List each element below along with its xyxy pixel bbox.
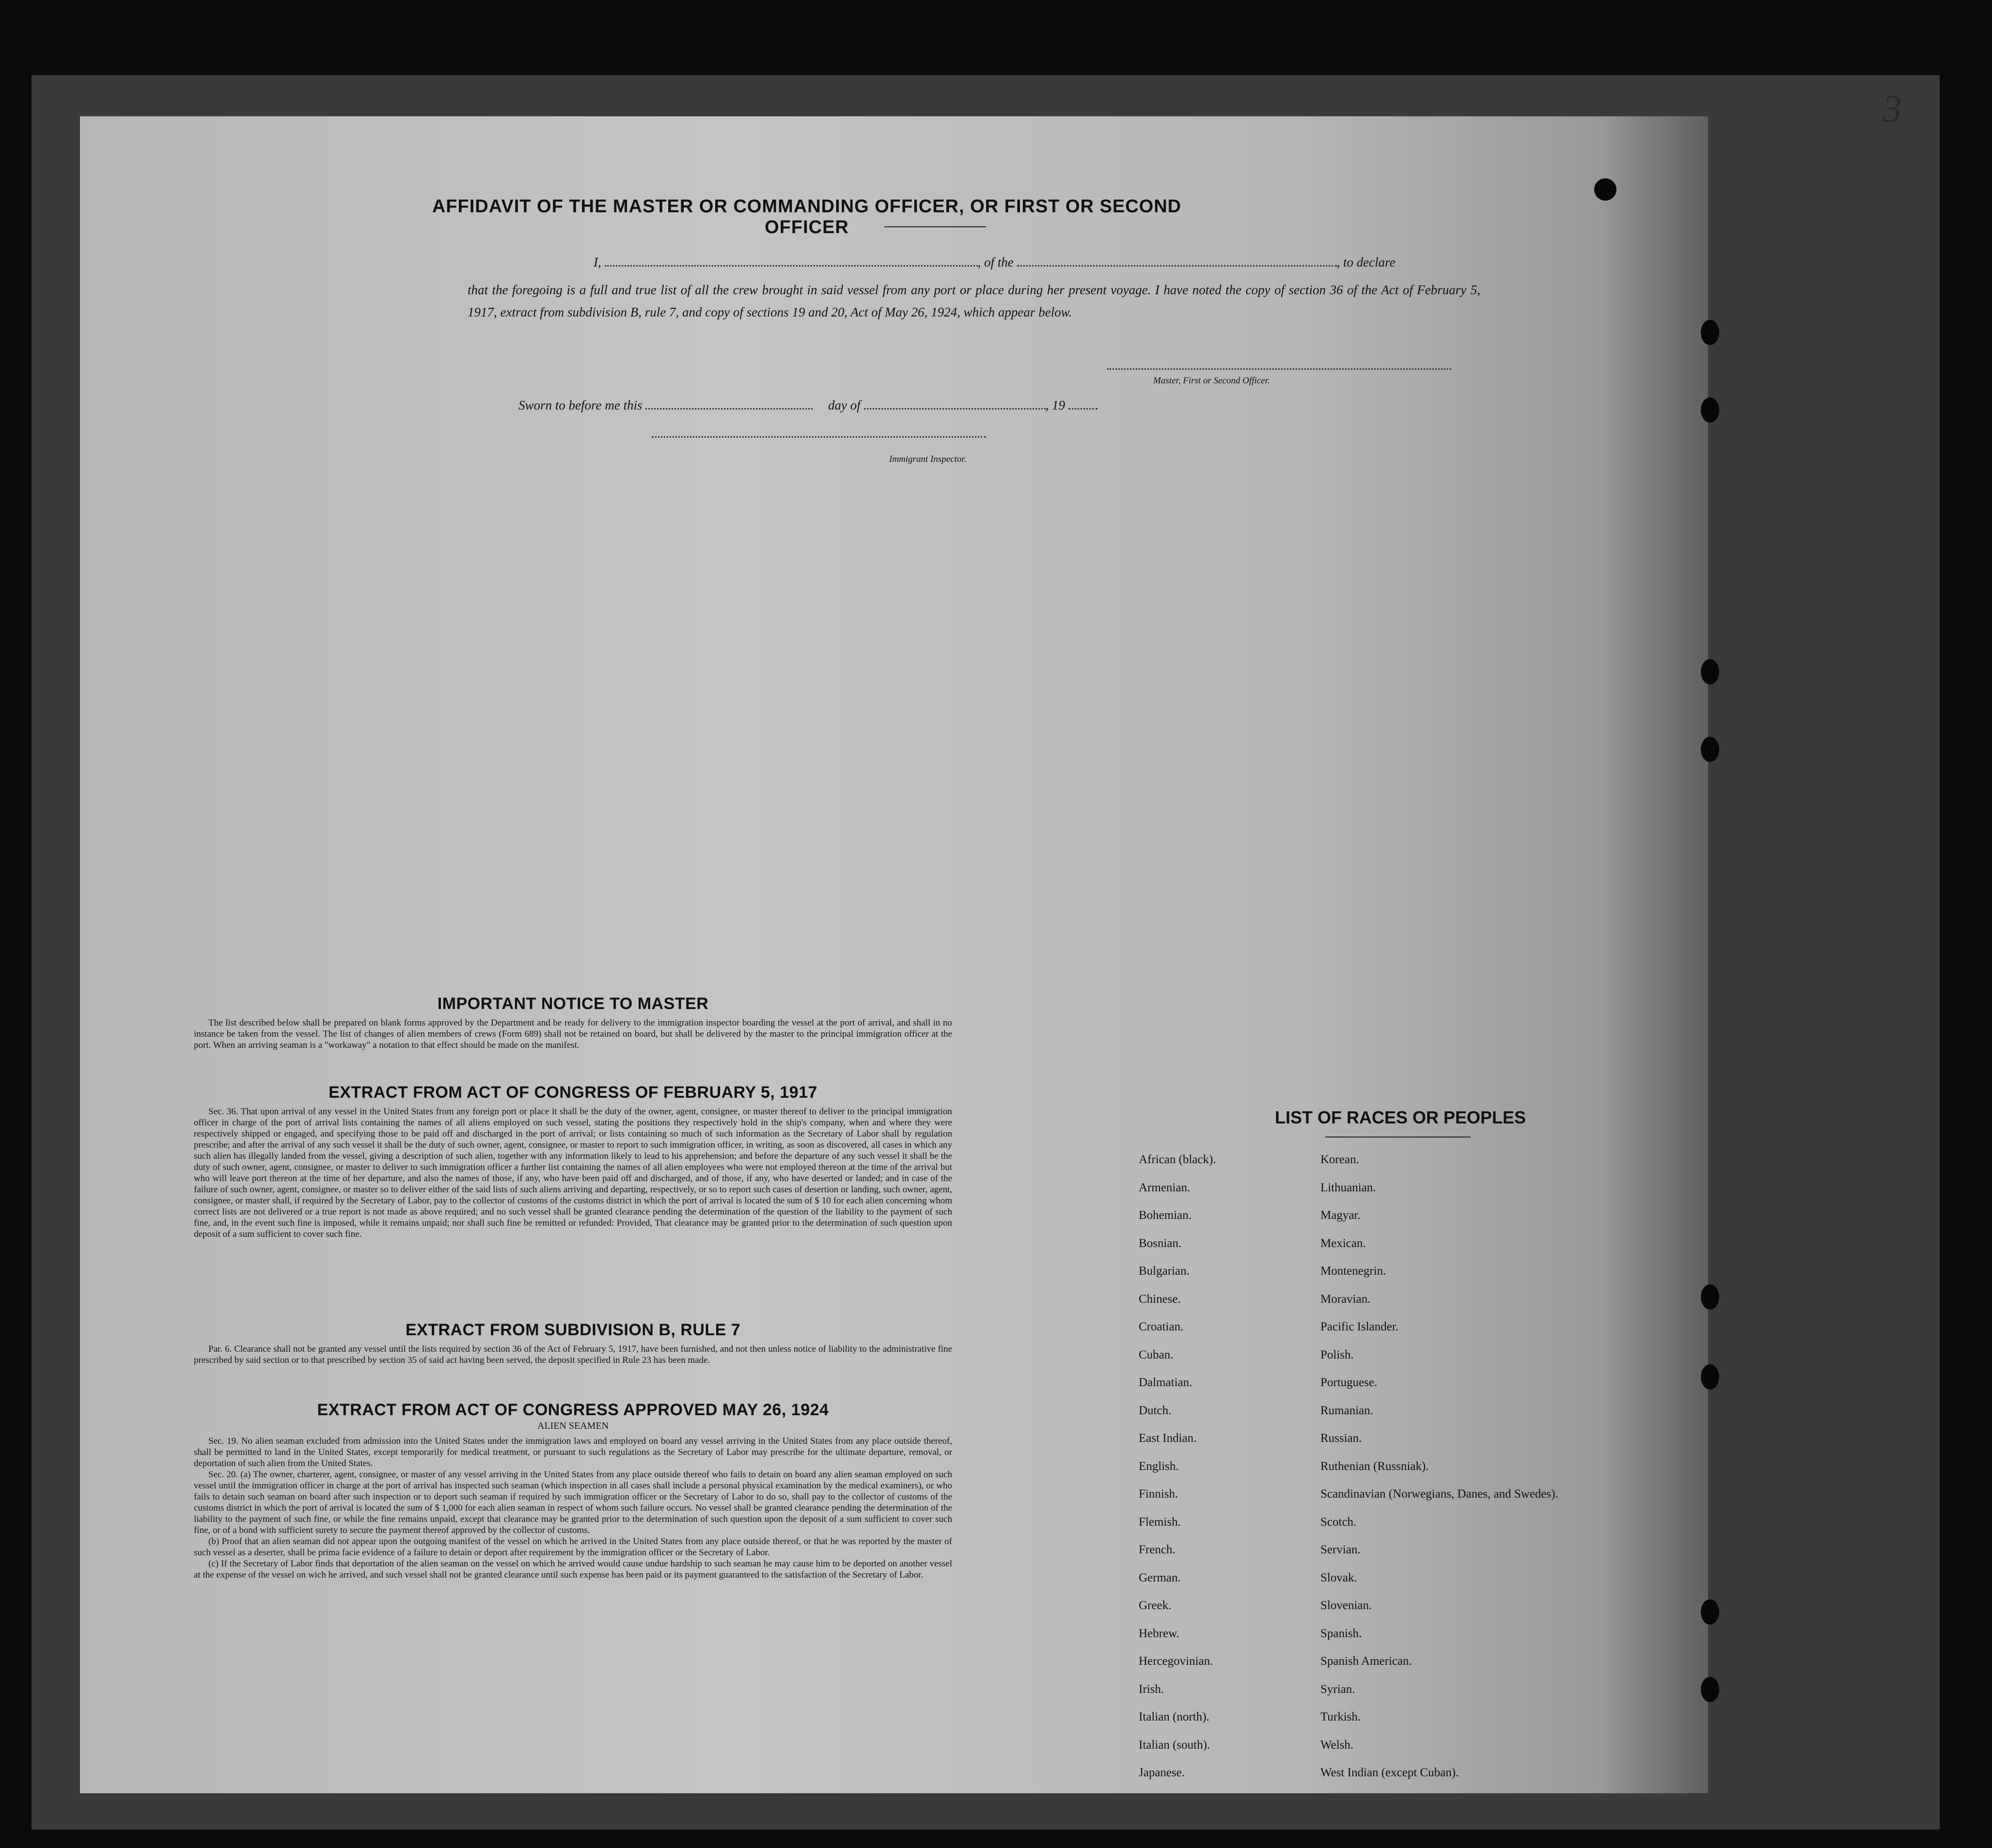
extract-1917-title: EXTRACT FROM ACT OF CONGRESS OF FEBRUARY 5, 1917 <box>329 1083 817 1102</box>
race-item: Slovenian. <box>1320 1599 1372 1612</box>
vessel-blank <box>1017 254 1337 267</box>
race-item: Italian (north). <box>1139 1710 1209 1723</box>
race-item: Dalmatian. <box>1139 1376 1192 1389</box>
declaration-line <box>468 254 1480 270</box>
sec20a-text: Sec. 20. (a) The owner, charterer, agent, consignee, or master of any vessel arriving in the United States from any place outside thereof who fails to detain on board any alien seaman employed on such vessel until the immigration officer in charge at the port of arrival has inspected such seaman (which inspection in all cases shall include a personal physical examination by the medical examiners), or who fails to detain such seaman on board after such inspection or to deport such seaman if required by such immigration officer or the Secretary of Labor to do so, shall pay to the collector of customs of the customs district in which the port of arrival is located the sum of $ 1,000 for each alien seaman in respect of whom such failure occurs. No vessel shall be granted clearance pending the determination of the liability to the payment of such fine, or while the fine remains unpaid, except that clearance may be granted prior to the determination of such question upon the deposit of a sum sufficient to cover such fine, or of a bond with sufficient surety to secure the payment thereof approved by the collector of customs. <box>194 1469 952 1535</box>
master-signature-line <box>1107 368 1451 370</box>
race-item: Armenian. <box>1139 1181 1191 1194</box>
race-item: Russian. <box>1320 1432 1362 1445</box>
inspector-signature-label: Immigrant Inspector. <box>889 454 967 464</box>
race-item: Hercegovinian. <box>1139 1655 1213 1668</box>
race-item: Japanese. <box>1139 1766 1185 1779</box>
notice-title: IMPORTANT NOTICE TO MASTER <box>437 995 709 1013</box>
race-item: Korean. <box>1320 1153 1359 1166</box>
sworn-day-blank <box>645 397 813 410</box>
year-label: , 19 <box>1045 398 1065 412</box>
notice-section <box>194 995 952 1051</box>
race-item: Moravian. <box>1320 1292 1371 1306</box>
affidavit-body: that the foregoing is a full and true list of all the crew brought in said vessel from any port or place during her present voyage. I have noted the copy of section 36 of the Act of February 5, 1917, extract from subdivision B, rule 7, and copy of sections 19 and 20, Act of May 26, 1924, which appear below. <box>468 283 1480 319</box>
page-edge-shadow <box>1601 116 1708 1793</box>
race-item: Greek. <box>1139 1599 1172 1612</box>
race-item: West Indian (except Cuban). <box>1320 1766 1459 1779</box>
sworn-year-blank <box>1068 397 1098 410</box>
name-blank <box>605 254 978 267</box>
race-item: Irish. <box>1139 1682 1164 1696</box>
sec20c-text: (c) If the Secretary of Labor finds that deportation of the alien seaman on the vessel on which he arrived would cause undue hardship to such seaman he may cause him to be deported on another vessel at the expense of the vessel on wich he arrived, and such vessel shall not be granted clearance until such expense has been paid or its payment guaranteed to the satisfaction of the Secretary of Labor. <box>194 1559 952 1580</box>
to-declare-label: , to declare <box>1336 255 1396 269</box>
race-item: Hebrew. <box>1139 1627 1179 1640</box>
race-item: Flemish. <box>1139 1515 1181 1529</box>
race-item: Cuban. <box>1139 1348 1174 1361</box>
race-item: Scotch. <box>1320 1515 1357 1529</box>
race-item: Spanish. <box>1320 1627 1362 1640</box>
race-item: French. <box>1139 1543 1176 1556</box>
punch-hole <box>1701 659 1719 684</box>
punch-hole <box>1701 1599 1719 1625</box>
race-item: Polish. <box>1320 1348 1354 1361</box>
race-item: Lithuanian. <box>1320 1181 1376 1194</box>
race-item: Mexican. <box>1320 1236 1366 1250</box>
punch-hole <box>1701 1677 1719 1702</box>
race-item: Welsh. <box>1320 1738 1354 1752</box>
race-item: English. <box>1139 1459 1179 1473</box>
race-item: Spanish American. <box>1320 1655 1412 1668</box>
master-signature-label: Master, First or Second Officer. <box>1153 376 1270 386</box>
punch-hole <box>1701 320 1719 345</box>
extract-rule7-text: Par. 6. Clearance shall not be granted any vessel until the lists required by section 36 of the Act of February 5, 1917, have been furnished, and not then unless notice of liability to the administrative fine prescribed by said section or to that prescribed by section 35 of said act having been served, the deposit specified in Rule 23 has been made. <box>194 1344 952 1365</box>
extract-1924-title: EXTRACT FROM ACT OF CONGRESS APPROVED MAY 26, 1924 <box>317 1401 829 1419</box>
page-number: 3 <box>1882 88 1902 130</box>
extract-rule7-section <box>194 1321 952 1366</box>
race-item: Turkish. <box>1320 1710 1361 1723</box>
sworn-row <box>518 397 1245 413</box>
punch-hole <box>1594 178 1616 201</box>
race-item: German. <box>1139 1571 1181 1584</box>
race-item: Servian. <box>1320 1543 1361 1556</box>
document-page <box>80 116 1708 1793</box>
punch-hole <box>1701 1284 1719 1310</box>
race-item: Pacific Islander. <box>1320 1320 1399 1333</box>
race-item: African (black). <box>1139 1153 1216 1166</box>
affidavit-title: AFFIDAVIT OF THE MASTER OR COMMANDING OFFICER, OR FIRST OR SECOND OFFICER <box>432 196 1182 237</box>
sec20b-text: (b) Proof that an alien seaman did not appear upon the outgoing manifest of the vessel on which he arrived in the United States from any place outside thereof, or that he was reported by the master of such vessel as a deserter, shall be prima facie evidence of a failure to detain or deport after requirement by the immigration officer or the Secretary of Labor. <box>194 1536 952 1558</box>
race-item: Ruthenian (Russniak). <box>1320 1459 1429 1473</box>
races-right-column <box>1320 1153 1592 1794</box>
punch-hole <box>1701 737 1719 762</box>
i-label: I, <box>594 255 601 269</box>
extract-1917-section <box>194 1083 952 1240</box>
sworn-label: Sworn to before me this <box>518 398 643 412</box>
inspector-signature-line <box>652 436 986 438</box>
of-the-label: , of the <box>977 255 1014 269</box>
race-item: Syrian. <box>1320 1682 1355 1696</box>
race-item: Bulgarian. <box>1139 1264 1190 1278</box>
race-item: Croatian. <box>1139 1320 1184 1333</box>
race-item: Chinese. <box>1139 1292 1181 1306</box>
race-item: Portuguese. <box>1320 1376 1378 1389</box>
sec19-text: Sec. 19. No alien seaman excluded from admission into the United States under the immigration laws and employed on board any vessel arriving in the United States from any place outside thereof, shall be permitted to land in the United States, except temporarily for medical treatment, or pursuant to such regulations as the Secretary of Labor may prescribe for the ultimate departure, removal, or deportation of such alien from the United States. <box>194 1436 952 1469</box>
race-item: Rumanian. <box>1320 1404 1374 1417</box>
races-left-column <box>1139 1153 1352 1794</box>
alien-seamen-subtitle: ALIEN SEAMEN <box>537 1421 609 1431</box>
race-item: Montenegrin. <box>1320 1264 1386 1278</box>
race-item: East Indian. <box>1139 1432 1197 1445</box>
punch-hole <box>1701 1364 1719 1390</box>
race-item: Bohemian. <box>1139 1209 1192 1222</box>
punch-hole <box>1701 397 1719 423</box>
notice-text: The list described below shall be prepared on blank forms approved by the Department and be ready for delivery to the immigration inspector boarding the vessel at the port of arrival, and shall in no instance be taken from the vessel. The list of changes of alien members of crews (Form 689) shall not be retained on board, but shall be delivered by the master to the principal immigration officer at the port. When an arriving seaman is a "workaway" a notation to that effect should be made on the manifest. <box>194 1018 952 1050</box>
title-divider <box>884 226 986 227</box>
race-item: Finnish. <box>1139 1487 1178 1501</box>
races-title: LIST OF RACES OR PEOPLES <box>1274 1107 1526 1127</box>
race-item: Magyar. <box>1320 1209 1361 1222</box>
race-item: Slovak. <box>1320 1571 1357 1584</box>
race-item: Dutch. <box>1139 1404 1172 1417</box>
extract-1917-text: Sec. 36. That upon arrival of any vessel in the United States from any foreign port or place it shall be the duty of the owner, agent, consignee, or master thereof to deliver to the principal immigration officer in charge of the port of arrival lists containing the names of all aliens employed on such vessel, stating the positions they respectively hold in the ship's company, when and where they were respectively shipped or engaged, and specifying those to be paid off and discharged in the port of arrival; or lists containing so much of such information as the Secretary of Labor shall by regulation prescribe; and after the arrival of any such vessel it shall be the duty of such owner, agent, consignee, or master to report to such immigration officer, in writing, as soon as discovered, all cases in which any such alien has illegally landed from the vessel, giving a description of such alien, together with any information likely to lead to his apprehension; and before the departure of any such vessel it shall be the duty of such owner, agent, consignee, or master to deliver to such immigration officer a further list containing the names of all alien employees who were not employed thereon at the time of the arrival but who will leave port thereon at the time of her departure, and also the names of those, if any, who have been paid off and discharged, and of those, if any, who have deserted or landed; and in case of the failure of such owner, agent, consignee, or master so to deliver either of the said lists of such aliens arriving and departing, respectively, or so to report such cases of desertion or landing, such owner, agent, consignee, or master shall, if required by the Secretary of Labor, pay to the collector of customs of the customs district in which the port of arrival is located the sum of $ 10 for each alien concerning whom correct lists are not delivered or a true report is not made as above required; and no such vessel shall be granted clearance pending the determination of the question of the liability to the payment of such fine, and, in the event such fine is imposed, while it remains unpaid; nor shall such fine be remitted or refunded: Provided, That clearance may be granted prior to the determination of such question upon deposit of a sum sufficient to cover such fine. <box>194 1106 952 1239</box>
extract-1924-section <box>194 1401 952 1580</box>
day-of-label: day of <box>828 398 861 412</box>
race-item: Scandinavian (Norwegians, Danes, and Swedes). <box>1320 1487 1558 1501</box>
extract-rule7-title: EXTRACT FROM SUBDIVISION B, RULE 7 <box>405 1321 741 1339</box>
race-item: Italian (south). <box>1139 1738 1210 1752</box>
sworn-month-blank <box>864 397 1046 410</box>
race-item: Bosnian. <box>1139 1236 1182 1250</box>
